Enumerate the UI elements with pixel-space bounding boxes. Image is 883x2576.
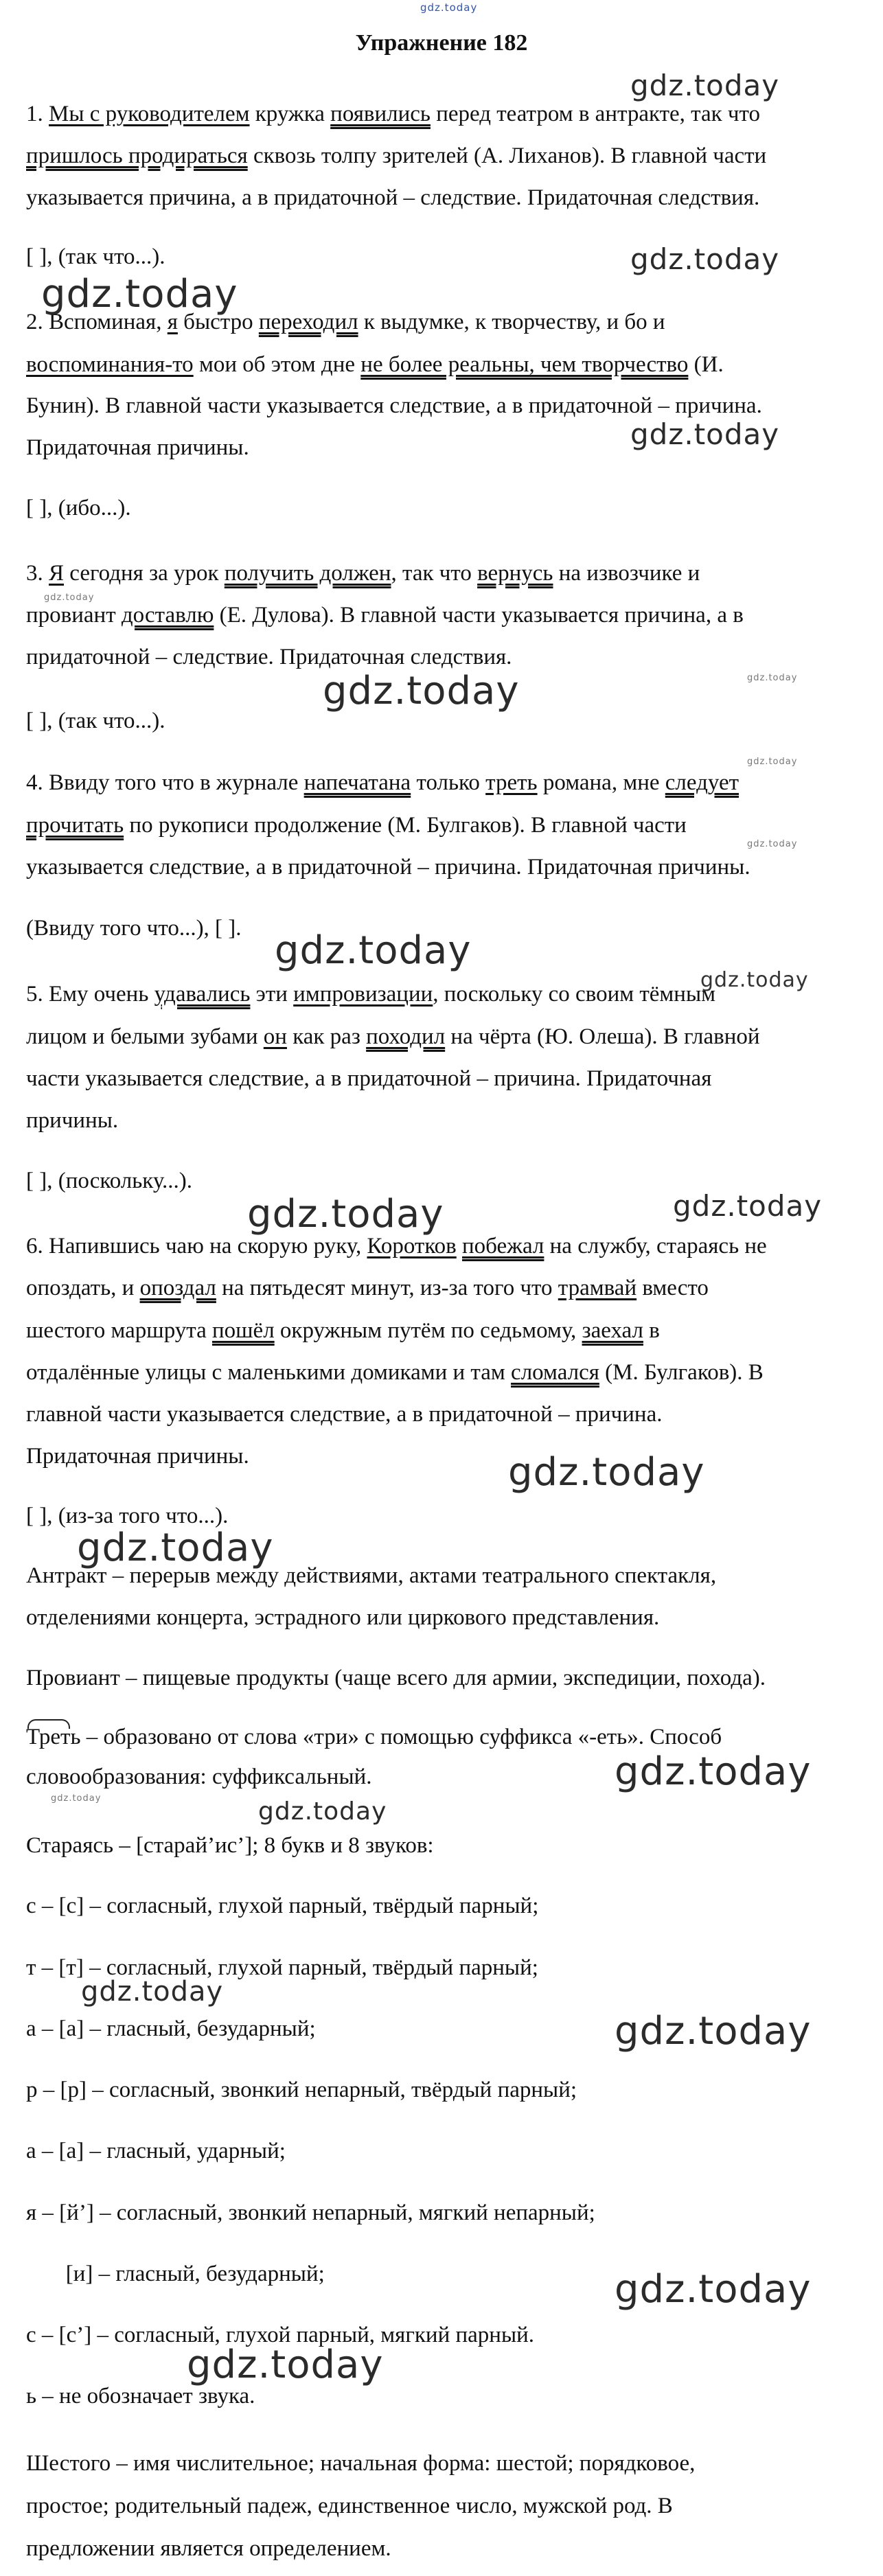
watermark: gdz.today bbox=[258, 1797, 387, 1826]
ex1-line-1: 1. Мы с руководителем кружка появились перед театром в антракте, так что bbox=[26, 102, 760, 126]
ex2-line-1: 2. Вспоминая, я быстро переходил к выдумке, к творчеству, и бо и bbox=[26, 310, 665, 334]
morph-line-3: предложении является определением. bbox=[26, 2536, 391, 2561]
ex5-line-2: лицом и белыми зубами он как раз походил на чёрта (Ю. Олеша). В главной bbox=[26, 1024, 760, 1049]
ex2-line-2: воспоминания-то мои об этом дне не более реальны, чем творчество (И. bbox=[26, 352, 724, 377]
phonetic-row: я – [й’] – согласный, звонкий непарный, мягкий непарный; bbox=[26, 2200, 595, 2225]
ex5-scheme: [ ], (поскольку...). bbox=[26, 1169, 193, 1193]
ex3-line-3: придаточной – следствие. Придаточная следствия. bbox=[26, 645, 512, 669]
vocab-antrakt-2: отделениями концерта, эстрадного или циркового представления. bbox=[26, 1605, 660, 1630]
watermark: gdz.today bbox=[630, 69, 780, 102]
watermark: gdz.today bbox=[615, 2009, 812, 2054]
ex5-line-1: 5. Ему очень удавались эти импровизации, поскольку со своим тёмным bbox=[26, 982, 716, 1007]
predicate: пошёл bbox=[211, 1318, 275, 1343]
predicate: прочитать bbox=[26, 813, 124, 838]
watermark: gdz.today bbox=[77, 1526, 274, 1570]
phonetic-row: ь – не обозначает звука. bbox=[26, 2384, 255, 2408]
ex6-line-5: главной части указывается следствие, а в придаточной – причина. bbox=[26, 1402, 663, 1427]
watermark: gdz.today bbox=[673, 1189, 823, 1223]
predicate: походил bbox=[366, 1024, 446, 1049]
ex6-line-4: отдалённые улицы с маленькими домиками и там сломался (М. Булгаков). В bbox=[26, 1360, 764, 1385]
watermark: gdz.today bbox=[747, 673, 798, 683]
subject: импровизации bbox=[293, 982, 433, 1007]
watermark: gdz.today bbox=[747, 839, 798, 849]
subject: воспоминания-то bbox=[26, 352, 194, 377]
ex5-line-4: причины. bbox=[26, 1108, 119, 1133]
ex5-line-3: части указывается следствие, а в придаточной – причина. Придаточная bbox=[26, 1066, 712, 1091]
watermark: gdz.today bbox=[615, 1749, 812, 1794]
ex3-scheme: [ ], (так что...). bbox=[26, 709, 165, 733]
watermark: gdz.today bbox=[247, 1192, 444, 1237]
ex6-line-2: опоздать, и опоздал на пятьдесят минут, из-за того что трамвай вместо bbox=[26, 1276, 709, 1300]
vocab-tret-1: Треть – образовано от слова «три» с помощью суффикса «-еть». Способ bbox=[26, 1725, 722, 1749]
predicate: сломался bbox=[511, 1360, 599, 1385]
ex1-line-2: пришлось продираться сквозь толпу зрителей (А. Лиханов). В главной части bbox=[26, 143, 767, 168]
predicate: не более реальны, чем творчество bbox=[360, 352, 689, 377]
morph-line-2: простое; родительный падеж, единственное число, мужской род. В bbox=[26, 2494, 673, 2518]
phonetic-row: р – [р] – согласный, звонкий непарный, твёрдый парный; bbox=[26, 2078, 577, 2102]
subject: Я bbox=[49, 561, 65, 586]
watermark: gdz.today bbox=[630, 417, 780, 451]
watermark: gdz.today bbox=[508, 1450, 705, 1495]
phonetic-row: а – [а] – гласный, ударный; bbox=[26, 2139, 286, 2163]
phonetic-row: т – [т] – согласный, глухой парный, твёрдый парный; bbox=[26, 1955, 538, 1980]
watermark: gdz.today bbox=[630, 242, 780, 276]
watermark: gdz.today bbox=[44, 593, 95, 603]
subject: Коротков bbox=[367, 1234, 457, 1258]
ex6-line-6: Придаточная причины. bbox=[26, 1444, 249, 1469]
phonetic-header: Стараясь – [старай’ис’]; 8 букв и 8 звуков: bbox=[26, 1833, 434, 1858]
ex6-scheme: [ ], (из-за того что...). bbox=[26, 1504, 229, 1528]
phonetic-row: [и] – гласный, безударный; bbox=[26, 2262, 325, 2286]
ex1-scheme: [ ], (так что...). bbox=[26, 244, 165, 269]
vocab-proviant: Провиант – пищевые продукты (чаще всего для армии, экспедиции, похода). bbox=[26, 1666, 766, 1690]
ex6-line-3: шестого маршрута пошёл окружным путём по седьмому, заехал в bbox=[26, 1318, 660, 1343]
phonetic-row: с – [с’] – согласный, глухой парный, мягкий парный. bbox=[26, 2323, 535, 2347]
subject: Мы с руководителем bbox=[49, 102, 250, 126]
subject: он bbox=[263, 1024, 287, 1049]
ex4-line-3: указывается следствие, а в придаточной – причина. Придаточная причины. bbox=[26, 855, 750, 879]
watermark: gdz.today bbox=[700, 968, 809, 992]
predicate: заехал bbox=[582, 1318, 643, 1343]
predicate: появились bbox=[330, 102, 431, 126]
vocab-antrakt-1: Антракт – перерыв между действиями, актами театрального спектакля, bbox=[26, 1563, 717, 1588]
predicate: удавались bbox=[154, 982, 251, 1007]
watermark: gdz.today bbox=[615, 2267, 812, 2312]
ex1-line-3: указывается причина, а в придаточной – следствие. Придаточная следствия. bbox=[26, 185, 760, 210]
predicate: переходил bbox=[258, 310, 358, 334]
predicate: получить должен bbox=[224, 561, 391, 586]
ex2-line-4: Придаточная причины. bbox=[26, 435, 249, 460]
watermark: gdz.today bbox=[747, 757, 798, 767]
predicate: пришлось продираться bbox=[26, 143, 248, 168]
predicate: доставлю bbox=[121, 603, 214, 628]
phonetic-row: с – [с] – согласный, глухой парный, твёрдый парный; bbox=[26, 1894, 539, 1918]
ex3-line-2: провиант доставлю (Е. Дулова). В главной части указывается причина, а в bbox=[26, 603, 744, 628]
vocab-tret-2: словообразования: суффиксальный. bbox=[26, 1764, 372, 1789]
ex4-scheme: (Ввиду того что...), [ ]. bbox=[26, 916, 242, 941]
page-title: Упражнение 182 bbox=[355, 30, 528, 56]
watermark: gdz.today bbox=[41, 272, 238, 317]
subject: я bbox=[167, 310, 178, 334]
ex4-line-1: 4. Ввиду того что в журнале напечатана только треть романа, мне следует bbox=[26, 770, 739, 795]
ex2-line-3: Бунин). В главной части указывается следствие, а в придаточной – причина. bbox=[26, 393, 762, 418]
ex4-line-2: прочитать по рукописи продолжение (М. Булгаков). В главной части bbox=[26, 813, 687, 838]
subject: треть bbox=[485, 770, 538, 795]
watermark: gdz.today bbox=[420, 1, 478, 14]
morph-line-1: Шестого – имя числительное; начальная форма: шестой; порядковое, bbox=[26, 2451, 696, 2476]
predicate: следует bbox=[665, 770, 739, 795]
watermark: gdz.today bbox=[275, 928, 472, 973]
watermark: gdz.today bbox=[51, 1793, 102, 1804]
ex3-line-1: 3. Я сегодня за урок получить должен, так что вернусь на извозчике и bbox=[26, 561, 700, 586]
predicate: вернусь bbox=[477, 561, 553, 586]
ex6-line-1: 6. Напившись чаю на скорую руку, Коротков побежал на службу, стараясь не bbox=[26, 1234, 767, 1258]
watermark: gdz.today bbox=[323, 669, 520, 713]
watermark: gdz.today bbox=[81, 1976, 224, 2008]
phonetic-row: а – [а] – гласный, безударный; bbox=[26, 2016, 316, 2041]
watermark: gdz.today bbox=[187, 2343, 384, 2387]
subject: трамвай bbox=[558, 1276, 637, 1300]
predicate: побежал bbox=[462, 1234, 544, 1258]
predicate: напечатана bbox=[303, 770, 411, 795]
ex2-scheme: [ ], (ибо...). bbox=[26, 496, 131, 520]
predicate: опоздал bbox=[139, 1276, 216, 1300]
